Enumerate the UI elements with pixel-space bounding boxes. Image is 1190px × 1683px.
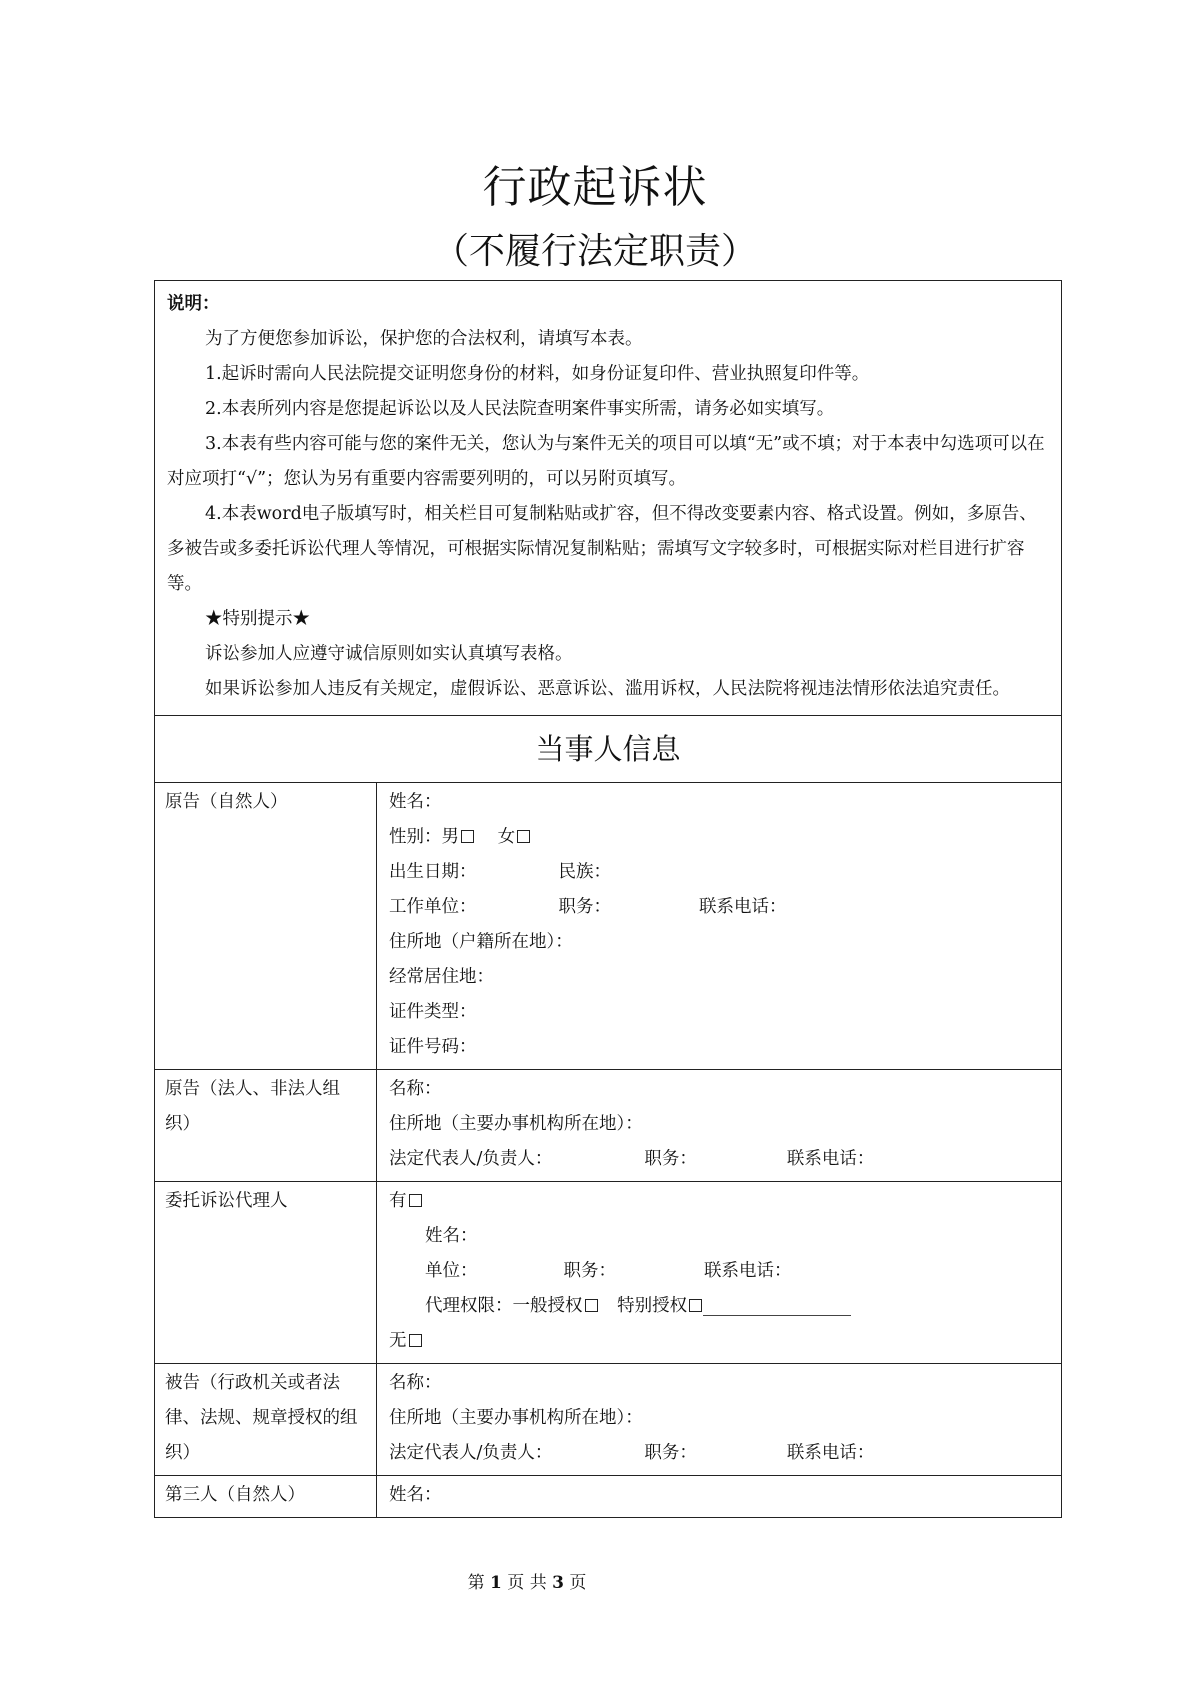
authority-label: 代理权限： [425, 1296, 513, 1316]
name-field[interactable]: 姓名： [389, 792, 442, 812]
row-label: 被告（行政机关或者法律、法规、规章授权的组织） [155, 1364, 377, 1475]
page-word: 第 [467, 1573, 485, 1593]
id-number-field[interactable]: 证件号码： [389, 1037, 477, 1057]
special-authority-label: 特别授权 [617, 1296, 688, 1316]
org-address-field[interactable]: 住所地（主要办事机构所在地）： [389, 1114, 643, 1134]
agent-phone-field[interactable]: 联系电话： [704, 1261, 792, 1281]
row-label: 第三人（自然人） [155, 1476, 377, 1517]
agent-name-field[interactable]: 姓名： [425, 1226, 478, 1246]
position-field[interactable]: 职务： [558, 897, 611, 917]
parties-section-title: 当事人信息 [155, 715, 1061, 782]
male-label: 男 [441, 827, 459, 847]
defendant-address-field[interactable]: 住所地（主要办事机构所在地）： [389, 1408, 643, 1428]
row-content [377, 1476, 1061, 1517]
instruction-paragraph: 2.本表所列内容是您提起诉讼以及人民法院查明案件事实所需，请务必如实填写。 [205, 399, 835, 419]
instructions-section [155, 281, 1061, 715]
agent-position-field[interactable]: 职务： [563, 1261, 616, 1281]
defendant-name-field[interactable]: 名称： [389, 1373, 442, 1393]
phone-field[interactable]: 联系电话： [699, 897, 787, 917]
instruction-paragraph: 4.本表word电子版填写时，相关栏目可复制粘贴或扩容，但不得改变要素内容、格式设置。例如，多原告、多被告或多委托诉讼代理人等情况，可根据实际情况复制粘贴；需填写文字较多时，可根据实际对栏目进行扩容等。 [167, 504, 1037, 594]
instruction-paragraph: 1.起诉时需向人民法院提交证明您身份的材料，如身份证复印件、营业执照复印件等。 [205, 364, 870, 384]
third-party-name-field[interactable]: 姓名： [389, 1485, 442, 1505]
agent-yes-label: 有 [389, 1191, 407, 1211]
general-authority-label: 一般授权 [512, 1296, 583, 1316]
plaintiff-org-row [155, 1069, 1061, 1181]
page-unit: 页 [507, 1573, 525, 1593]
agent-no-label: 无 [389, 1331, 407, 1351]
employer-field[interactable]: 工作单位： [389, 897, 477, 917]
special-authority-checkbox[interactable] [689, 1299, 702, 1312]
female-label: 女 [497, 827, 516, 847]
plaintiff-person-row [155, 782, 1061, 1069]
residence-field[interactable]: 经常居住地： [389, 967, 494, 987]
id-type-field[interactable]: 证件类型： [389, 1002, 477, 1022]
general-authority-checkbox[interactable] [585, 1299, 598, 1312]
agent-no-checkbox[interactable] [409, 1334, 422, 1347]
total-word: 共 [529, 1573, 547, 1593]
instruction-paragraph: 如果诉讼参加人违反有关规定，虚假诉讼、恶意诉讼、滥用诉权，人民法院将视违法情形依法追究责任。 [205, 679, 1010, 699]
instruction-paragraph: 为了方便您参加诉讼，保护您的合法权利，请填写本表。 [205, 329, 643, 349]
agent-unit-field[interactable]: 单位： [425, 1261, 478, 1281]
agent-row [155, 1181, 1061, 1363]
domicile-field[interactable]: 住所地（户籍所在地）： [389, 932, 573, 952]
legal-rep-field[interactable]: 法定代表人/负责人： [389, 1443, 553, 1463]
legal-rep-field[interactable]: 法定代表人/负责人： [389, 1149, 553, 1169]
instruction-paragraph: 诉讼参加人应遵守诚信原则如实认真填写表格。 [205, 644, 573, 664]
instruction-paragraph: 3.本表有些内容可能与您的案件无关，您认为与案件无关的项目可以填“无”或不填；对于本表中勾选项可以在对应项打“√”；您认为另有重要内容需要列明的，可以另附页填写。 [167, 434, 1045, 489]
gender-label: 性别： [389, 827, 442, 847]
row-content [377, 1364, 1061, 1475]
page-number: 1 [490, 1573, 502, 1593]
position-field[interactable]: 职务： [644, 1443, 697, 1463]
total-unit: 页 [569, 1573, 587, 1593]
agent-yes-checkbox[interactable] [409, 1194, 422, 1207]
third-party-row [155, 1475, 1061, 1517]
special-notice-heading: ★特别提示★ [205, 609, 310, 629]
special-authority-blank[interactable] [703, 1289, 851, 1316]
phone-field[interactable]: 联系电话： [786, 1443, 875, 1463]
female-checkbox[interactable] [517, 830, 530, 843]
birth-date-field[interactable]: 出生日期： [389, 862, 477, 882]
row-content [377, 1070, 1061, 1181]
phone-field[interactable]: 联系电话： [786, 1149, 875, 1169]
document-title: 行政起诉状 [482, 162, 708, 213]
ethnicity-field[interactable]: 民族： [558, 862, 611, 882]
defendant-row [155, 1363, 1061, 1475]
row-content [377, 1182, 1061, 1363]
row-content [377, 783, 1061, 1069]
row-label: 委托诉讼代理人 [155, 1182, 377, 1363]
instructions-heading: 说明： [167, 294, 220, 314]
row-label: 原告（法人、非法人组织） [155, 1070, 377, 1181]
male-checkbox[interactable] [461, 830, 474, 843]
row-label: 原告（自然人） [155, 783, 377, 1069]
position-field[interactable]: 职务： [644, 1149, 697, 1169]
page-footer [0, 1568, 1054, 1593]
document-subtitle: （不履行法定职责） [432, 231, 757, 272]
total-pages: 3 [552, 1573, 564, 1593]
org-name-field[interactable]: 名称： [389, 1079, 442, 1099]
complaint-form [154, 280, 1062, 1518]
